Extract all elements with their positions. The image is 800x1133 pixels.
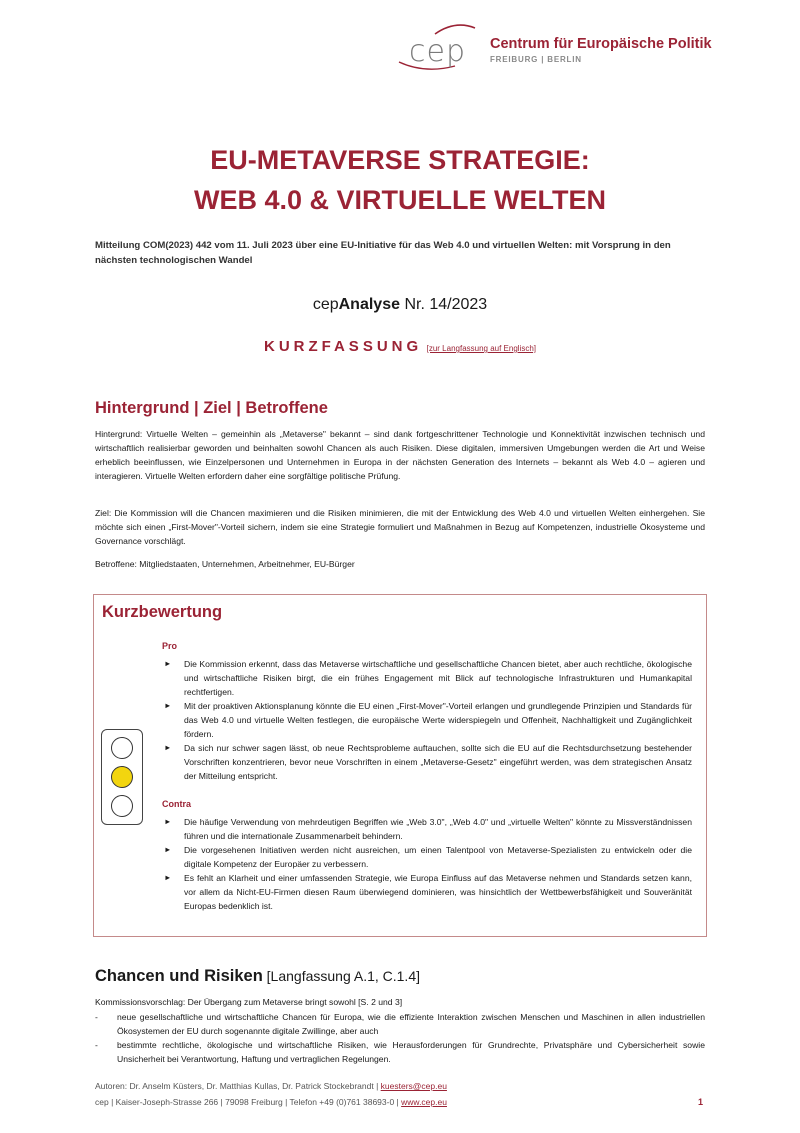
authors-text: Autoren: Dr. Anselm Küsters, Dr. Matthias Kullas, Dr. Patrick Stockebrandt | (95, 1081, 381, 1091)
pro-item: ► Die Kommission erkennt, dass das Metaverse wirtschaftliche und gesellschaftliche Chancen bietet, aber auch rechtliche, ökologische und wirtschaftliche Risiken birgt, die ein frühes Engagement mit Blick auf technologische Infrastrukturen und Humankapital rechtfertigen. (162, 657, 692, 699)
footer-authors (95, 1081, 447, 1091)
pro-item: ► Mit der proaktiven Aktionsplanung könnte die EU einen „First-Mover"-Vorteil erlangen und grundlegende Prinzipien und Standards für das Web 4.0 und virtuelle Welten festlegen, die europäische Werte widerspiegeln und Offenheit, Nachhaltigkeit und Zugänglichkeit fördern. (162, 699, 692, 741)
paragraph-ziel: Ziel: Die Kommission will die Chancen maximieren und die Risiken minimieren, die mit der Entwicklung des Web 4.0 und virtuellen Welten einhergehen. Sie möchte sich einen „First-Mover"-Vorteil sichern, indem sie eine Strategie formuliert und Maßnahmen in Bezug auf Kompetenzen, industrielle Ökosysteme und Governance vorschlägt. (95, 508, 705, 546)
kurzfassung-title: KURZFASSUNG (263, 338, 423, 355)
document-subtitle: Mitteilung COM(2023) 442 vom 11. Juli 2023 über eine EU-Initiative für das Web 4.0 und virtuellen Welten: mit Vorsprung in den nächsten technologischen Wandel (95, 240, 671, 266)
logo-text: cep (409, 34, 466, 69)
contra-list (162, 815, 692, 913)
traffic-light-middle-lamp-yellow (111, 766, 133, 788)
address-text: cep | Kaiser-Joseph-Strasse 266 | 79098 Freiburg | Telefon +49 (0)761 38693-0 | (95, 1097, 402, 1107)
chancen-heading-ref: [Langfassung A.1, C.1.4] (262, 968, 421, 984)
traffic-light-top-lamp (111, 737, 133, 759)
paragraph-kommissionsvorschlag: Kommissionsvorschlag: Der Übergang zum Metaverse bringt sowohl [S. 2 und 3] (95, 997, 403, 1007)
website-link[interactable]: www.cep.eu (401, 1097, 447, 1107)
analyse-bold: Analyse (338, 296, 400, 313)
kurzfassung-heading (0, 338, 800, 356)
chancen-list (95, 1010, 705, 1066)
analyse-num: Nr. 14/2023 (400, 296, 488, 313)
paragraph-betroffene: Betroffene: Mitgliedstaaten, Unternehmen, Arbeitnehmer, EU-Bürger (95, 559, 355, 569)
document-title-line-2: WEB 4.0 & VIRTUELLE WELTEN (193, 185, 606, 215)
kurzbewertung-title: Kurzbewertung (102, 603, 223, 621)
section-heading-chancen (95, 967, 420, 986)
section-heading-hintergrund: Hintergrund | Ziel | Betroffene (95, 399, 328, 417)
email-link[interactable]: kuesters@cep.eu (380, 1081, 447, 1091)
organization-name: Centrum für Europäische Politik (490, 36, 712, 52)
traffic-light-bottom-lamp (111, 795, 133, 817)
document-title-line-1: EU-METAVERSE STRATEGIE: (210, 145, 590, 175)
chancen-heading-text: Chancen und Risiken (95, 967, 263, 985)
page-number: 1 (698, 1097, 704, 1107)
langfassung-link[interactable]: [zur Langfassung auf Englisch] (426, 344, 537, 353)
traffic-light-icon (101, 729, 143, 825)
contra-label: Contra (162, 799, 191, 809)
chancen-item: - neue gesellschaftliche und wirtschaftliche Chancen für Europa, wie die effiziente Interaktion zwischen Menschen und Maschinen in allen industriellen Ökosystemen der EU durch sogenannte digitale Zwillinge, aber auch (95, 1010, 705, 1038)
cep-logo (395, 22, 485, 72)
contra-item: ► Es fehlt an Klarheit und einer umfassenden Strategie, wie Europa Einfluss auf das Metaverse nehmen und Standards setzen kann, vor allem da Nicht-EU-Firmen diesen Raum überwiegend dominieren, was hinsichtlich der Wettbewerbsfähigkeit und Souveränität Europas bedenklich ist. (162, 871, 692, 913)
kurzbewertung-box (93, 594, 707, 937)
chancen-item: - bestimmte rechtliche, ökologische und wirtschaftliche Risiken, wie Herausforderungen für Grundrechte, Privatsphäre und Cybersicherheit sowie Unsicherheit bei Verantwortung, Haftung und vertraglichen Regelungen. (95, 1038, 705, 1066)
pro-label: Pro (162, 641, 178, 651)
pro-list (162, 657, 692, 783)
organization-cities: FREIBURG | BERLIN (490, 55, 582, 64)
contra-item: ► Die vorgesehenen Initiativen werden nicht ausreichen, um einen Talentpool von Metaverse-Spezialisten zu entwickeln oder die digitale Kompetenz der Europäer zu verbessern. (162, 843, 692, 871)
paragraph-hintergrund: Hintergrund: Virtuelle Welten – gemeinhin als „Metaverse" bekannt – sind dank fortgeschrittener Technologie und Konnektivität inzwischen technisch und wirtschaftlich realisierbar geworden und beinhalten sowohl Chancen als auch Risiken. Diese digitalen, immersiven Umgebungen werden die Art und Weise erheblich beeinflussen, wie Einzelpersonen und Unternehmen in Europa in der nächsten Generation des Internets – bekannt als Web 4.0 – agieren und interagieren. Virtuelle Welten erfordern daher eine sorgfältige politische Prüfung. (95, 429, 705, 481)
analyse-number (0, 296, 800, 314)
analyse-prefix: cep (312, 296, 339, 313)
contra-item: ► Die häufige Verwendung von mehrdeutigen Begriffen wie „Web 3.0", „Web 4.0" und „virtuelle Welten" könnte zu Missverständnissen führen und die internationale Zusammenarbeit behindern. (162, 815, 692, 843)
footer-address (95, 1097, 447, 1107)
pro-item: ► Da sich nur schwer sagen lässt, ob neue Rechtsprobleme auftauchen, sollte sich die EU auf die Rechtsdurchsetzung bestehender Vorschriften konzentrieren, bevor neue Vorschriften in einem „Metaverse-Gesetz" eingeführt werden, was dem strategischen Ansatz der Mitteilung entspricht. (162, 741, 692, 783)
